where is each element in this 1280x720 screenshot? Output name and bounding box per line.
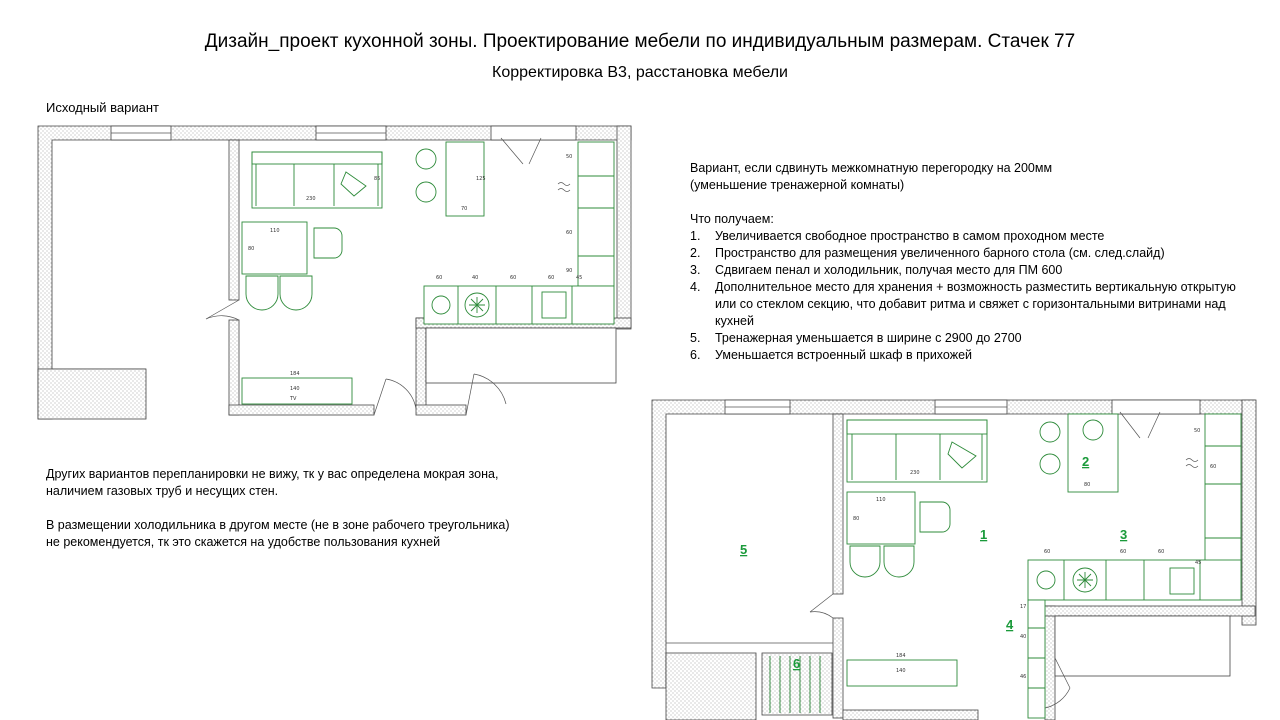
- zone-label-3: 3: [1120, 527, 1128, 542]
- variant-floor-plan: [650, 398, 1260, 720]
- svg-text:140: 140: [290, 386, 300, 392]
- kitchen-cabinets-right: [1205, 414, 1241, 576]
- list-item: 6. Уменьшается встроенный шкаф в прихожей: [690, 348, 973, 362]
- variant-intro-sub: (уменьшение тренажерной комнаты): [690, 178, 905, 192]
- chair: [280, 276, 312, 310]
- svg-text:50: 50: [566, 154, 573, 160]
- partition-wall: [833, 414, 843, 594]
- chair: [314, 228, 342, 258]
- partition-wall: [229, 140, 239, 300]
- svg-text:60: 60: [548, 275, 555, 281]
- svg-text:80: 80: [248, 246, 255, 252]
- svg-text:45: 45: [1195, 560, 1202, 566]
- svg-text:184: 184: [290, 371, 300, 377]
- page-title: Дизайн_проект кухонной зоны. Проектирование мебели по индивидуальным размерам. Стачек 77: [204, 31, 1076, 52]
- list-item: 3. Сдвигаем пенал и холодильник, получая место для ПМ 600: [690, 263, 1063, 277]
- svg-text:60: 60: [1158, 549, 1165, 555]
- svg-text:140: 140: [896, 668, 906, 674]
- svg-text:46: 46: [1020, 674, 1027, 680]
- zone-label-6: 6: [793, 656, 801, 671]
- list-item: 1. Увеличивается свободное пространство в самом проходном месте: [690, 229, 1105, 243]
- chair: [246, 276, 278, 310]
- result-list: [690, 228, 1250, 364]
- svg-text:60: 60: [1120, 549, 1127, 555]
- chair: [884, 546, 914, 577]
- balcony-area: [38, 369, 146, 419]
- bar-stool: [1040, 454, 1060, 474]
- svg-text:60: 60: [1044, 549, 1051, 555]
- chair: [920, 502, 950, 532]
- note-line: В размещении холодильника в другом месте (не в зоне рабочего треугольника): [46, 518, 510, 532]
- svg-text:184: 184: [896, 653, 906, 659]
- storage-column: [1028, 600, 1045, 718]
- bar-stool: [416, 182, 436, 202]
- notes: [46, 466, 606, 551]
- sofa: [252, 152, 382, 208]
- outer-wall-right: [1242, 400, 1256, 625]
- svg-text:125: 125: [476, 176, 486, 182]
- svg-text:70: 70: [461, 206, 468, 212]
- bar-stool: [416, 149, 436, 169]
- balcony-area: [666, 653, 756, 720]
- svg-text:60: 60: [436, 275, 443, 281]
- balcony-door: [1112, 400, 1200, 414]
- note-line: Других вариантов перепланировки не вижу, тк у вас определена мокрая зона,: [46, 467, 499, 481]
- svg-text:110: 110: [876, 497, 886, 503]
- bar-stool: [1040, 422, 1060, 442]
- zone-label-4: 4: [1006, 617, 1014, 632]
- svg-text:40: 40: [1020, 634, 1027, 640]
- svg-text:230: 230: [910, 470, 920, 476]
- svg-text:40: 40: [472, 275, 479, 281]
- note-line: не рекомендуется, тк это скажется на удобстве пользования кухней: [46, 535, 441, 549]
- svg-text:90: 90: [566, 268, 573, 274]
- svg-text:60: 60: [1210, 464, 1217, 470]
- partition-wall: [833, 618, 843, 718]
- svg-text:80: 80: [1084, 482, 1091, 488]
- sofa-dim: 230: [306, 196, 316, 202]
- page-subtitle: Корректировка В3, расстановка мебели: [492, 64, 788, 81]
- svg-text:17: 17: [1020, 604, 1027, 610]
- list-item: 2. Пространство для размещения увеличенного барного стола (см. след.слайд): [690, 246, 1165, 260]
- svg-text:110: 110: [270, 228, 280, 234]
- kitchen-cabinets-bottom: [1028, 560, 1241, 600]
- chair: [850, 546, 880, 577]
- list-item: 4. Дополнительное место для хранения + возможность разместить вертикальную открытую или со стеклом секцию, что добавит ритма и свяжет с горизонтальными витринами над кухней: [690, 280, 1236, 328]
- svg-text:45: 45: [576, 275, 583, 281]
- list-item: 5. Тренажерная уменьшается в ширине с 2900 до 2700: [690, 331, 1022, 345]
- zone-label-5: 5: [740, 542, 748, 557]
- note-line: наличием газовых труб и несущих стен.: [46, 484, 279, 498]
- svg-text:TV: TV: [290, 396, 297, 402]
- svg-text:80: 80: [853, 516, 860, 522]
- original-plan-label: Исходный вариант: [46, 100, 159, 115]
- svg-text:85: 85: [374, 176, 381, 182]
- kitchen-cabinets-right: [578, 142, 614, 286]
- bottom-wall: [229, 405, 374, 415]
- original-floor-plan: [36, 124, 636, 424]
- svg-text:60: 60: [566, 230, 573, 236]
- partition-wall: [229, 320, 239, 415]
- bar-counter: [1068, 414, 1118, 492]
- outer-wall-right: [617, 126, 631, 329]
- result-heading: Что получаем:: [690, 212, 774, 226]
- zone-label-1: 1: [980, 527, 988, 542]
- kitchen-cabinets-bottom: [424, 286, 614, 324]
- svg-text:50: 50: [1194, 428, 1201, 434]
- variant-description: [690, 160, 1250, 364]
- zone-label-2: 2: [1082, 454, 1090, 469]
- balcony-door: [491, 126, 576, 140]
- variant-intro: Вариант, если сдвинуть межкомнатную перегородку на 200мм: [690, 161, 1053, 175]
- svg-text:60: 60: [510, 275, 517, 281]
